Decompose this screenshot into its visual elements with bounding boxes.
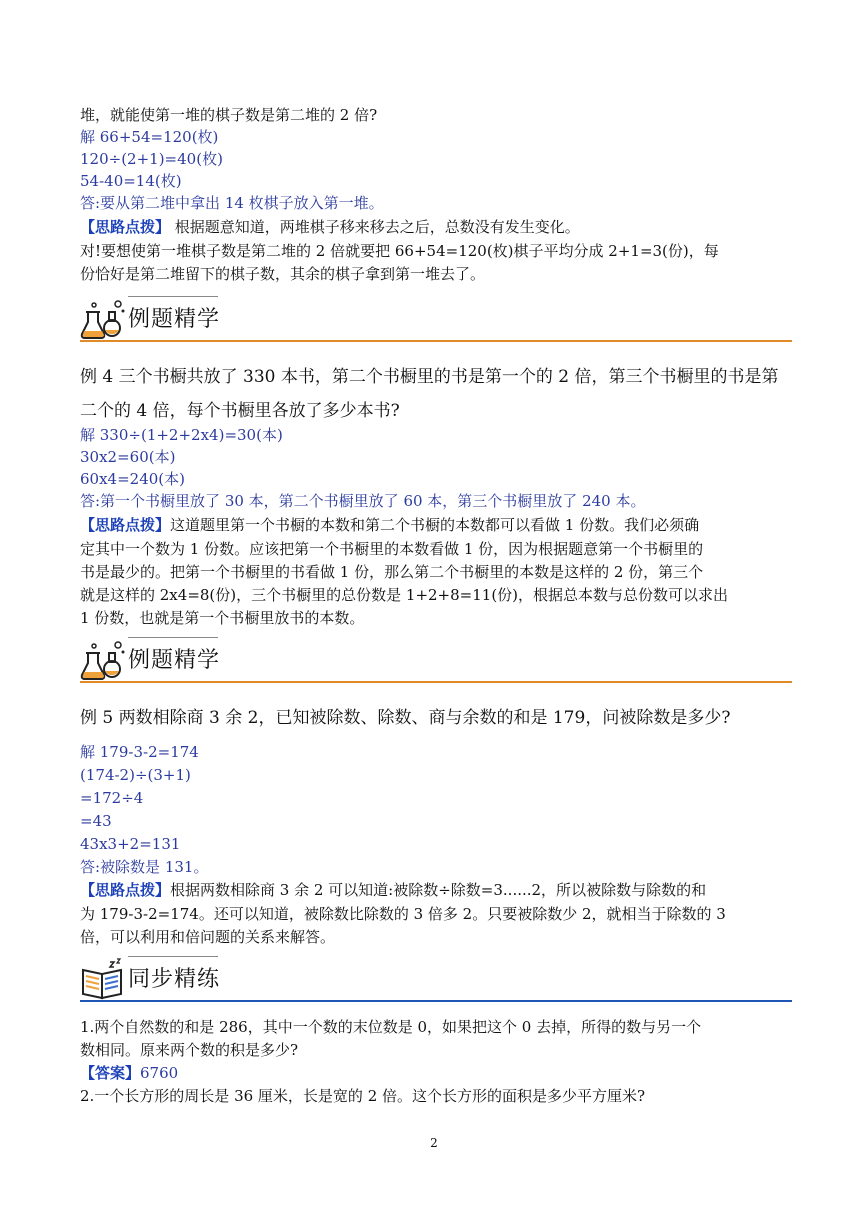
answer-line	[80, 1062, 795, 1084]
hint-tag: 【思路点拨】	[80, 881, 171, 899]
answer-line: 答:第一个书橱里放了 30 本，第二个书橱里放了 60 本，第三个书橱里放了 240 本。	[80, 492, 646, 510]
practice-question: 数相同。原来两个数的积是多少?	[80, 1041, 299, 1059]
blue-rule	[80, 1000, 792, 1002]
section-header-practice	[80, 956, 792, 1002]
header-top-rule	[128, 956, 218, 957]
solution-line: 解 66+54=120(枚)	[80, 128, 219, 146]
solution-line: =172÷4	[80, 789, 144, 807]
solution-line: (174-2)÷(3+1)	[80, 766, 191, 784]
hint-line	[80, 216, 795, 238]
hint-line: 定其中一个数为 1 份数。应该把第一个书橱里的本数看做 1 份，因为根据题意第一个书橱里的	[80, 540, 704, 558]
solution-line: 解 330÷(1+2+2x4)=30(本)	[80, 426, 283, 444]
example-question: 例 5 两数相除商 3 余 2，已知被除数、除数、商与余数的和是 179，问被除数是多少?	[80, 708, 731, 728]
hint-line: 1 份数，也就是第一个书橱里放书的本数。	[80, 609, 365, 627]
hint-line: 对!要想使第一堆棋子数是第二堆的 2 倍就要把 66+54=120(枚)棋子平均分成 2+1=3(份)，每	[80, 242, 719, 260]
practice-question: 2.一个长方形的周长是 36 厘米，长是宽的 2 倍。这个长方形的面积是多少平方厘米?	[80, 1087, 646, 1105]
orange-rule	[80, 340, 792, 342]
hint-line: 就是这样的 2x4=8(份)，三个书橱里的总份数是 1+2+8=11(份)，根据总本数与总份数可以求出	[80, 586, 729, 604]
flask-icon	[80, 639, 126, 681]
hint-tag: 【思路点拨】	[80, 218, 171, 236]
example-question: 二个的 4 倍，每个书橱里各放了多少本书?	[80, 401, 400, 421]
answer-line: 答:被除数是 131。	[80, 858, 209, 876]
hint-line: 书是最少的。把第一个书橱里的书看做 1 份，那么第二个书橱里的本数是这样的 2 份，第三个	[80, 563, 704, 581]
orange-rule	[80, 681, 792, 683]
section-title: 例题精学	[128, 648, 221, 673]
page-number: 2	[430, 1136, 438, 1150]
solution-line: 解 179-3-2=174	[80, 743, 199, 761]
header-top-rule	[128, 296, 218, 297]
answer-tag: 【答案】	[80, 1064, 141, 1082]
hint-line: 为 179-3-2=174。还可以知道，被除数比除数的 3 倍多 2。只要被除数少 2，就相当于除数的 3	[80, 905, 726, 923]
problem-continuation: 堆，就能使第一堆的棋子数是第二堆的 2 倍?	[80, 106, 378, 124]
hint-text: 根据两数相除商 3 余 2 可以知道:被除数÷除数=3......2，所以被除数与除数的和	[170, 881, 707, 899]
hint-line: 份恰好是第二堆留下的棋子数，其余的棋子拿到第一堆去了。	[80, 265, 486, 283]
hint-tag: 【思路点拨】	[80, 516, 171, 534]
section-header-examples	[80, 296, 792, 342]
solution-line: =43	[80, 812, 112, 830]
hint-text: 根据题意知道，两堆棋子移来移去之后，总数没有发生变化。	[170, 218, 580, 236]
solution-line: 120÷(2+1)=40(枚)	[80, 150, 223, 168]
solution-line: 60x4=240(本)	[80, 470, 185, 488]
hint-text: 这道题里第一个书橱的本数和第二个书橱的本数都可以看做 1 份数。我们必须确	[170, 516, 700, 534]
hint-line	[80, 514, 795, 536]
practice-question: 1.两个自然数的和是 286，其中一个数的末位数是 0，如果把这个 0 去掉，所得的数与另一个	[80, 1018, 702, 1036]
book-icon	[80, 958, 126, 1000]
hint-line: 倍，可以利用和倍问题的关系来解答。	[80, 928, 336, 946]
section-title: 例题精学	[128, 307, 221, 332]
solution-line: 54-40=14(枚)	[80, 172, 182, 190]
answer-value: 6760	[140, 1064, 179, 1082]
header-top-rule	[128, 637, 218, 638]
section-title: 同步精练	[128, 967, 221, 992]
solution-line: 43x3+2=131	[80, 835, 181, 853]
solution-line: 30x2=60(本)	[80, 448, 176, 466]
section-header-examples	[80, 637, 792, 683]
hint-line	[80, 879, 795, 901]
flask-icon	[80, 298, 126, 340]
example-question: 例 4 三个书橱共放了 330 本书，第二个书橱里的书是第一个的 2 倍，第三个书橱里的书是第	[80, 367, 779, 387]
answer-line: 答:要从第二堆中拿出 14 枚棋子放入第一堆。	[80, 194, 384, 212]
